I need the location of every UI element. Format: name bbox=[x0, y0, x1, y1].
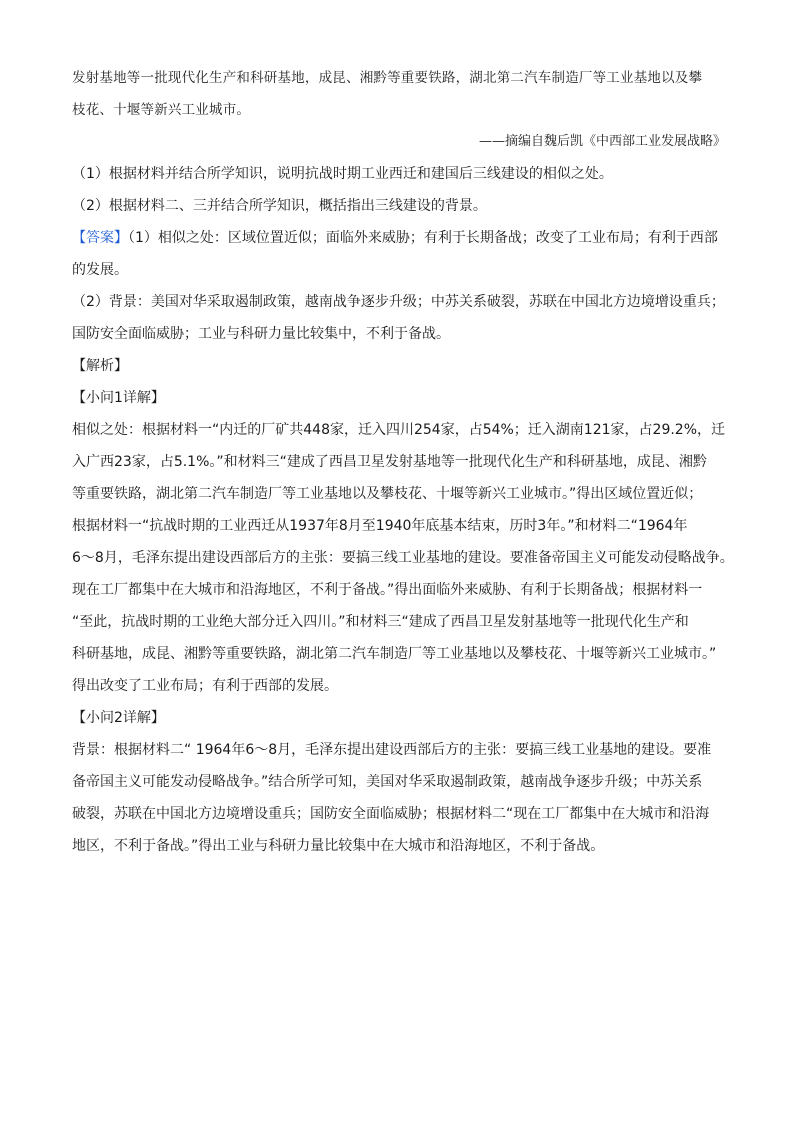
analysis-q1-line: 科研基地，成昆、湘黔等重要铁路，湖北第二汽车制造厂等工业基地以及攀枝花、十堰等新兴工业城市。” bbox=[72, 646, 717, 662]
analysis-q1-line: 6～8月，毛泽东提出建设西部后方的主张：要搞三线工业基地的建设。要准备帝国主义可能发动侵略战争。 bbox=[72, 550, 734, 566]
answer-section bbox=[72, 222, 732, 350]
analysis-q1-line: 等重要铁路，湖北第二汽车制造厂等工业基地以及攀枝花、十堰等新兴工业城市。”得出区域位置近似； bbox=[72, 486, 703, 502]
material-citation: ——摘编自魏后凯《中西部工业发展战略》 bbox=[478, 134, 726, 149]
material-line: 枝花、十堰等新兴工业城市。 bbox=[72, 102, 251, 118]
analysis-q1-line: “至此，抗战时期的工业绝大部分迁入四川。”和材料三“建成了西昌卫星发射基地等一批现代化生产和 bbox=[72, 614, 689, 630]
analysis-q2-line: 备帝国主义可能发动侵略战争。”结合所学可知，美国对华采取遏制政策，越南战争逐步升级；中苏关系 bbox=[72, 774, 703, 790]
analysis-q2-line: 地区，不利于备战。”得出工业与科研力量比较集中在大城市和沿海地区，不利于备战。 bbox=[72, 838, 605, 854]
analysis-q1-line: 根据材料一“抗战时期的工业西迁从1937年8月至1940年底基本结束，历时3年。”和材料二“1964年 bbox=[72, 518, 688, 534]
analysis-q1-line: 相似之处：根据材料一“内迁的厂矿共448家，迁入四川254家，占54%；迁入湖南121家，占29.2%，迁 bbox=[72, 422, 726, 438]
analysis-q1-line: 得出改变了工业布局；有利于西部的发展。 bbox=[72, 678, 338, 694]
analysis-q1-line: 现在工厂都集中在大城市和沿海地区，不利于备战。”得出面临外来威胁、有利于长期备战；根据材料一 bbox=[72, 582, 703, 598]
answer-part1-text: （1）相似之处：区域位置近似；面临外来威胁；有利于长期备战；改变了工业布局；有利于西部 bbox=[128, 230, 718, 246]
question-2: （2）根据材料二、三并结合所学知识，概括指出三线建设的背景。 bbox=[72, 198, 487, 214]
analysis-q2-line: 背景：根据材料二“ 1964年6～8月，毛泽东提出建设西部后方的主张：要搞三线工业基地的建设。要准 bbox=[72, 742, 712, 758]
answer-part1-line bbox=[72, 222, 732, 254]
analysis-q2-line: 破裂，苏联在中国北方边境增设重兵；国防安全面临威胁；根据材料二“现在工厂都集中在大城市和沿海 bbox=[72, 806, 710, 822]
document-page bbox=[72, 62, 732, 862]
analysis-q2-heading: 【小问2详解】 bbox=[72, 710, 165, 726]
question-1: （1）根据材料并结合所学知识，说明抗战时期工业西迁和建国后三线建设的相似之处。 bbox=[72, 166, 613, 182]
analysis-tag: 【解析】 bbox=[72, 358, 128, 374]
answer-part2-line: （2）背景：美国对华采取遏制政策，越南战争逐步升级；中苏关系破裂，苏联在中国北方边境增设重兵； bbox=[72, 294, 725, 310]
answer-part1-line: 的发展。 bbox=[72, 262, 128, 278]
material-excerpt bbox=[72, 62, 732, 126]
analysis-q2-body bbox=[72, 734, 732, 862]
answer-part2-line: 国防安全面临威胁；工业与科研力量比较集中，不利于备战。 bbox=[72, 326, 450, 342]
analysis-q1-line: 入广西23家，占5.1%。”和材料三“建成了西昌卫星发射基地等一批现代化生产和科研基地，成昆、湘黔 bbox=[72, 454, 707, 470]
answer-tag: 【答案】 bbox=[72, 230, 128, 246]
analysis-q1-heading: 【小问1详解】 bbox=[72, 390, 165, 406]
material-line: 发射基地等一批现代化生产和科研基地，成昆、湘黔等重要铁路，湖北第二汽车制造厂等工业基地以及攀 bbox=[72, 70, 703, 86]
analysis-q1-body bbox=[72, 414, 732, 702]
